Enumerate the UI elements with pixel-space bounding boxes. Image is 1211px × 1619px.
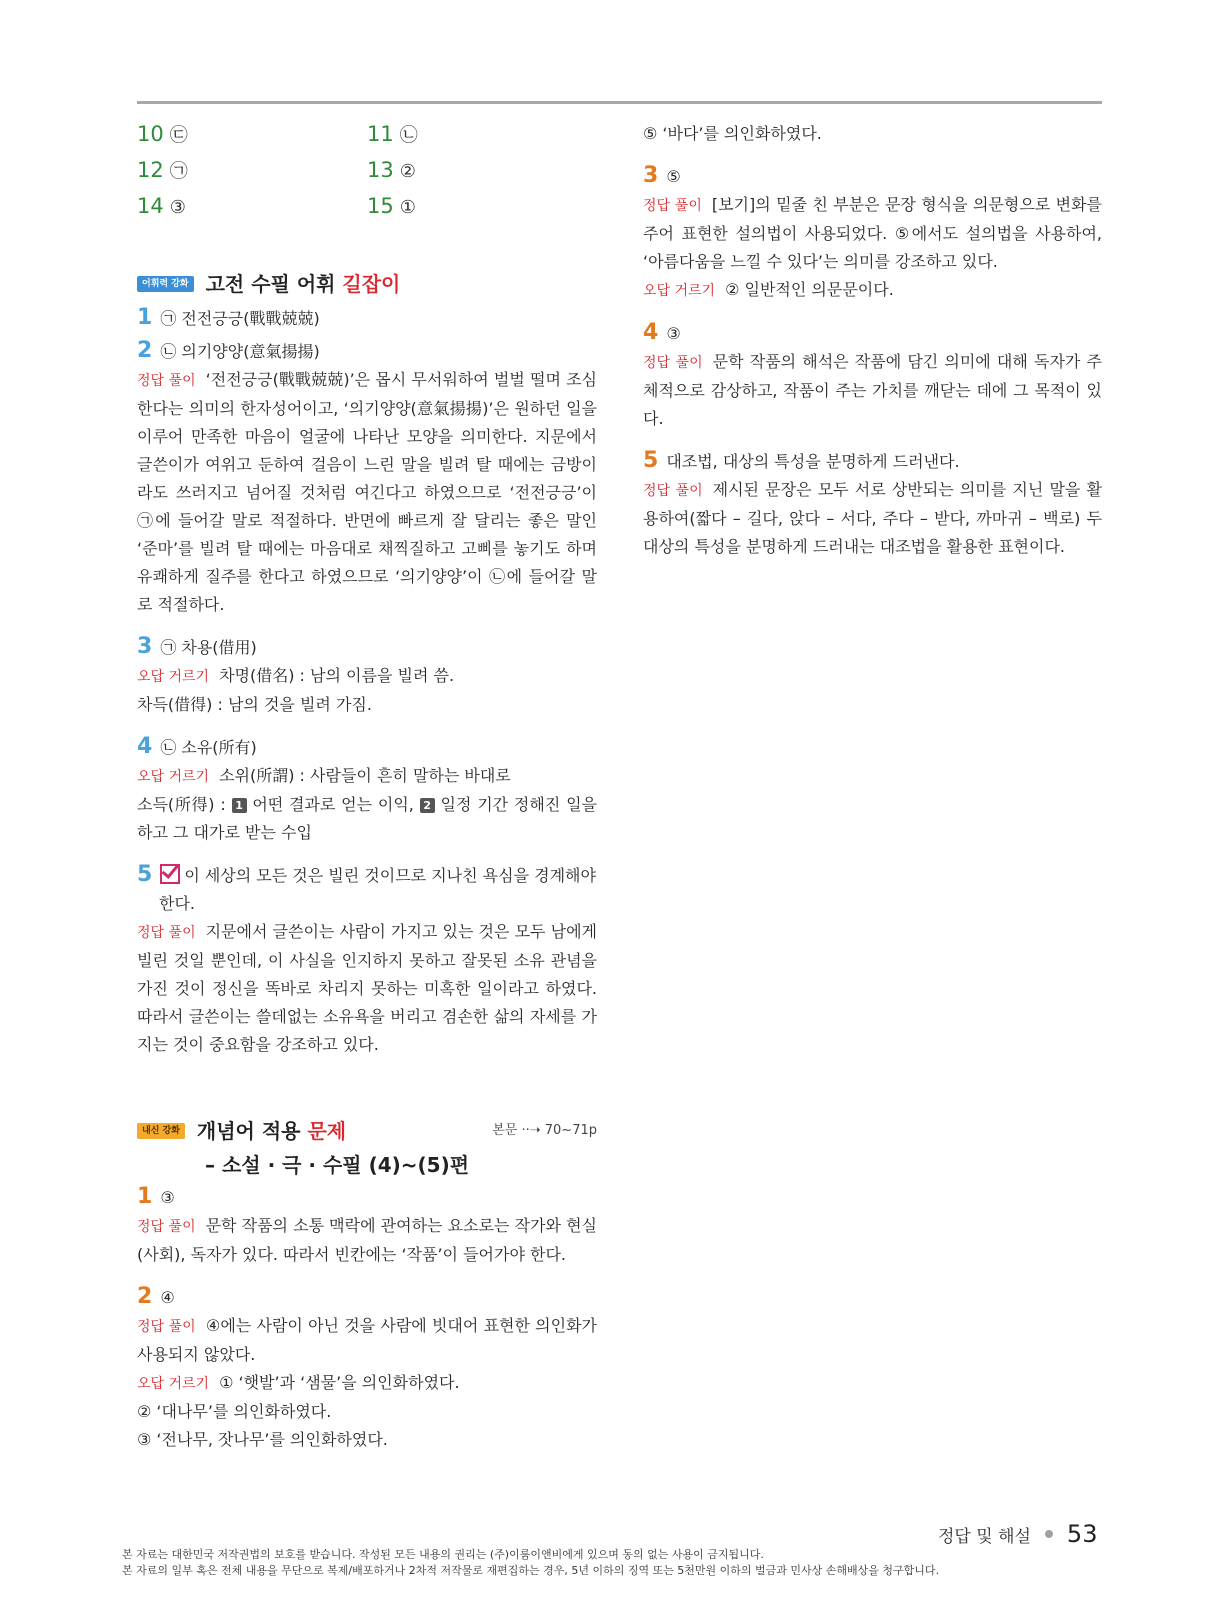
wrong-answer-label: 오답 거르기 — [137, 1376, 210, 1392]
page-reference: 본문 ··➝ 70~71p — [492, 1123, 597, 1138]
vocab-tag: 어휘력 강화 — [137, 276, 194, 292]
vocab-q4: 4 ㉡ 소유(所有) 오답 거르기 소위(所謂) : 사람들이 흔히 말하는 바대로 소득(所得) : 1 어떤 결과로 얻는 이익, 2 일정 기간 정해진 일을 하고 그 대가로 받는 수입 — [137, 734, 597, 842]
top-rule — [137, 101, 1102, 104]
answer-explanation-label: 정답 풀이 — [137, 1319, 196, 1335]
concept-section-header — [137, 1117, 597, 1145]
concept-q1: 1 ③ 정답 풀이 문학 작품의 소통 맥락에 관여하는 요소로는 작가와 현실(사회), 독자가 있다. 따라서 빈칸에는 ‘작품’이 들어가야 한다. — [137, 1184, 597, 1264]
answer-explanation-label: 정답 풀이 — [137, 925, 196, 941]
copyright-notice: 본 자료는 대한민국 저작권법의 보호를 받습니다. 작성된 모든 내용의 권리는 (주)이룸이앤비에게 있으며 동의 없는 사용이 금지됩니다. 본 자료의 일부 혹은 전체 내용을 무단으로 복제/배포하거나 2차적 저작물로 재편집하는 경우, 5년 이하의 징역 또는 5천만원 이하의 벌금과 민사상 손해배상을 청구합니다. — [122, 1548, 940, 1577]
concept-subtitle: – 소설 · 극 · 수필 (4)~(5)편 — [205, 1153, 470, 1177]
vocab-q1: 1 ㉠ 전전긍긍(戰戰兢兢) — [137, 305, 320, 330]
vocab-q5: 5 이 세상의 모든 것은 빌린 것이므로 지나친 욕심을 경계해야 한다. 정답 풀이 지문에서 글쓴이는 사람이 가지고 있는 것은 모두 남에게 빌린 것일 뿐인데, 이 사실을 인지하지 못하고 잘못된 소유 관념을 가진 것이 정신을 똑바로 차리지 못하는 미혹한 일이라고 하였다. 따라서 글쓴이는 쓸데없는 소유욕을 버리고 겸손한 삶의 자세를 가지는 것이 중요함을 강조하고 있다. — [137, 862, 597, 1054]
answer-explanation-label: 정답 풀이 — [137, 373, 196, 389]
wrong-answer-label: 오답 거르기 — [137, 769, 210, 785]
concept-q2-continued: ⑤ ‘바다’를 의인화하였다. — [643, 124, 822, 143]
answer-explanation-label: 정답 풀이 — [137, 1219, 196, 1235]
wrong-answer-label: 오답 거르기 — [137, 669, 210, 685]
right-column — [643, 120, 1102, 561]
concept-q3: 3 ⑤ 정답 풀이 [보기]의 밑줄 친 부분은 문장 형식을 의문형으로 변화를 주어 표현한 설의법이 사용되었다. ⑤에서도 설의법을 사용하여, ‘아름다움을 느낄 수 있다’는 의미를 강조하고 있다. 오답 거르기 ② 일반적인 의문문이다. — [643, 163, 1102, 299]
concept-q5: 5 대조법, 대상의 특성을 분명하게 드러낸다. 정답 풀이 제시된 문장은 모두 서로 상반되는 의미를 지닌 말을 활용하여(짧다 – 길다, 앉다 – 서다, 주다 – 받다, 까마귀 – 백로) 두 대상의 특성을 분명하게 드러내는 대조법을 활용한 표현이다. — [643, 448, 1102, 556]
number-box-1: 1 — [232, 798, 247, 813]
answer-explanation-label: 정답 풀이 — [643, 355, 703, 371]
answer-14: 14 ③ — [137, 194, 186, 218]
page-footer — [938, 1520, 1097, 1548]
answer-grid — [137, 120, 597, 232]
answer-explanation-label: 정답 풀이 — [643, 198, 702, 214]
vocab-title: 고전 수필 어휘 길잡이 — [205, 272, 401, 296]
vocab-section-header — [137, 270, 597, 298]
footer-label: 정답 및 해설 — [938, 1526, 1031, 1547]
answer-15: 15 ① — [367, 194, 416, 218]
answer-11: 11 ㉡ — [367, 122, 418, 146]
vocab-q3: 3 ㉠ 차용(借用) 오답 거르기 차명(借名) : 남의 이름을 빌려 씀. 차득(借得) : 남의 것을 빌려 가짐. — [137, 634, 455, 714]
concept-tag: 내신 강화 — [137, 1123, 185, 1139]
vocab-q2: 2 ㉡ 의기양양(意氣揚揚) 정답 풀이 ‘전전긍긍(戰戰兢兢)’은 몹시 무서워하여 벌벌 떨며 조심한다는 의미의 한자성어이고, ‘의기양양(意氣揚揚)’은 원하던 일을 이루어 만족한 마음이 얼굴에 나타난 모양을 의미한다. 지문에서 글쓴이가 여위고 둔하여 걸음이 느린 말을 빌려 탈 때에는 금방이라도 쓰러지고 넘어질 것처럼 여긴다고 하였으므로 ‘전전긍긍’이 ㉠에 들어갈 말로 적절하다. 반면에 빠르게 잘 달리는 좋은 말인 ‘준마’를 빌려 탈 때에는 마음대로 채찍질하고 고삐를 놓기도 하며 유쾌하게 질주를 한다고 하였으므로 ‘의기양양’이 ㉡에 들어갈 말로 적절하다. — [137, 338, 598, 614]
page-number: 53 — [1066, 1520, 1098, 1548]
left-column — [137, 120, 597, 1454]
wrong-answer-label: 오답 거르기 — [643, 283, 716, 299]
concept-title: 개념어 적용 문제 — [196, 1119, 347, 1143]
answer-10: 10 ㉢ — [137, 122, 188, 146]
concept-q2: 2 ④ 정답 풀이 ④에는 사람이 아닌 것을 사람에 빗대어 표현한 의인화가 사용되지 않았다. 오답 거르기 ① ‘햇발’과 ‘샘물’을 의인화하였다. ② ‘대나무’를 의인화하였다. ③ ‘전나무, 잣나무’를 의인화하였다. — [137, 1284, 598, 1449]
concept-q4: 4 ③ 정답 풀이 문학 작품의 해석은 작품에 담긴 의미에 대해 독자가 주체적으로 감상하고, 작품이 주는 가치를 깨닫는 데에 그 목적이 있다. — [643, 320, 1102, 428]
number-box-2: 2 — [420, 798, 435, 813]
footer-dot — [1045, 1530, 1053, 1538]
checkmark-icon — [160, 864, 180, 884]
answer-explanation-label: 정답 풀이 — [643, 483, 703, 499]
answer-12: 12 ㉠ — [137, 158, 188, 182]
answer-13: 13 ② — [367, 158, 416, 182]
